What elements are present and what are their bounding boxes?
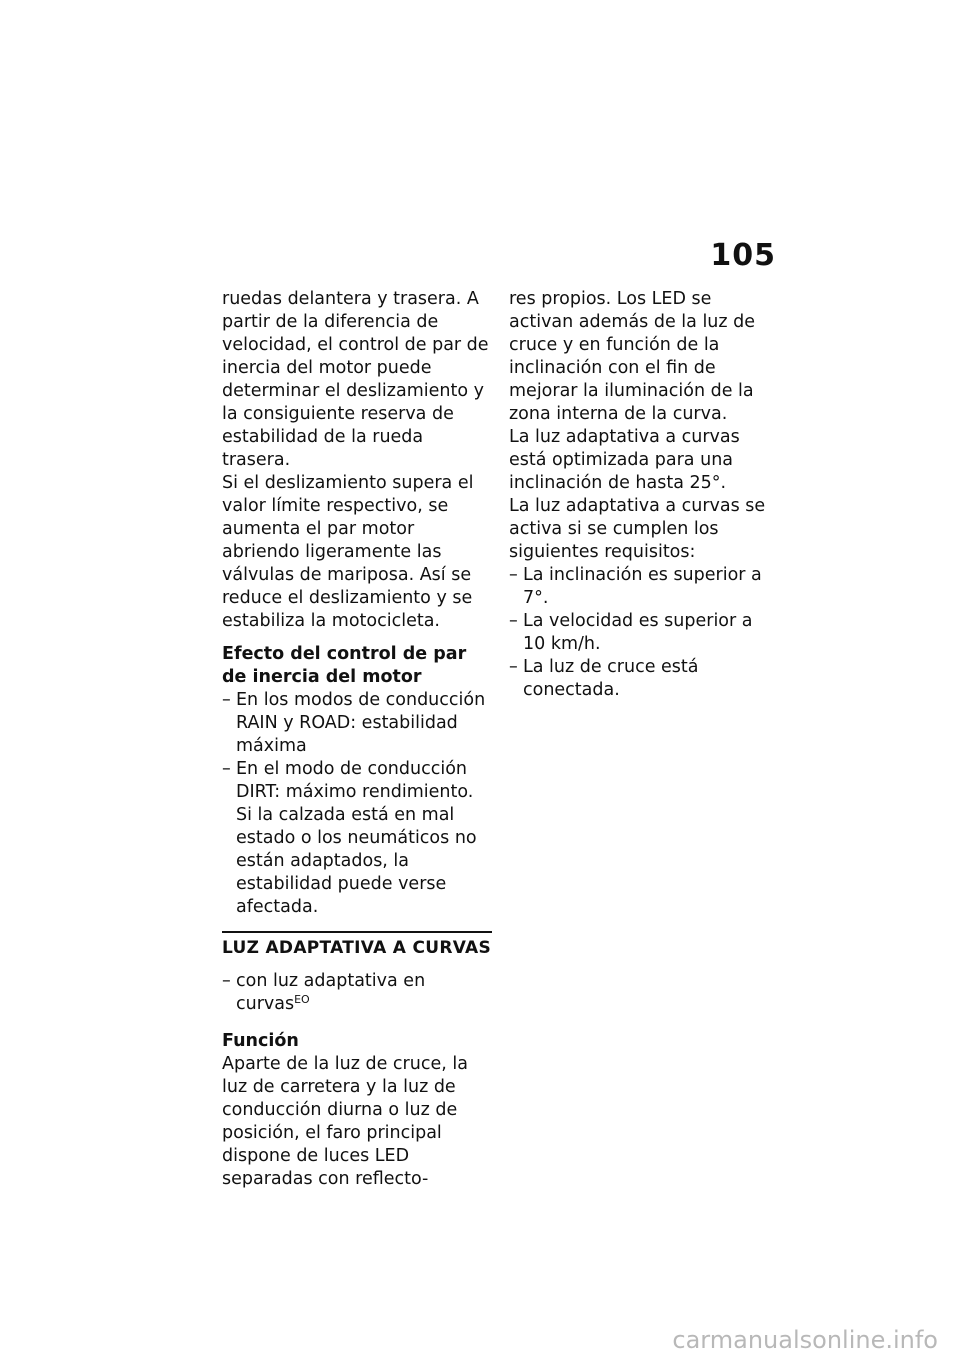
dash-bullet: – (509, 611, 518, 631)
list-item: – La inclinación es superior a 7°. (509, 565, 762, 608)
subheading: Efecto del control de par de inercia del motor (222, 644, 467, 687)
section-title: LUZ ADAPTATIVA A CURVAS (222, 931, 492, 960)
option-code: EO (294, 993, 310, 1006)
list-item: – En el modo de conducción DIRT: máximo rendimiento. Si la calzada está en mal estado o los neumáticos no están adaptados, la estabilidad puede verse afectada. (222, 759, 477, 917)
paragraph: res propios. Los LED se activan además de la luz de cruce y en función de la inclinación con el fin de mejorar la iluminación de la zona interna de la curva. (509, 289, 756, 424)
list-item: – con luz adaptativa en curvas$^{EO}$ (222, 971, 426, 1014)
paragraph: La luz adaptativa a curvas se activa si se cumplen los siguientes requisitos: (509, 496, 766, 562)
paragraph: Aparte de la luz de cruce, la luz de carretera y la luz de conducción diurna o luz de posición, el faro principal dispone de luces LED separadas con reflecto- (222, 1054, 468, 1189)
list-item: – En los modos de conducción RAIN y ROAD: estabilidad máxima (222, 690, 486, 756)
watermark: carmanualsonline.info (672, 1326, 938, 1354)
subheading: Función (222, 1031, 299, 1051)
dash-bullet: – (509, 657, 518, 677)
paragraph: La luz adaptativa a curvas está optimizada para una inclinación de hasta 25°. (509, 427, 740, 493)
list-item: – La velocidad es superior a 10 km/h. (509, 611, 753, 654)
page-number: 105 (710, 238, 776, 273)
dash-bullet: – (222, 690, 231, 710)
dash-bullet: – (509, 565, 518, 585)
right-column (509, 288, 779, 702)
left-column (222, 288, 492, 1191)
paragraph: ruedas delantera y trasera. A partir de la diferencia de velocidad, el control de par de inercia del motor puede determinar el deslizamiento y la consiguiente reserva de estabilidad de la rueda trasera. (222, 289, 489, 470)
dash-bullet: – (222, 759, 231, 779)
list-item: – La luz de cruce está conectada. (509, 657, 699, 700)
paragraph: Si el deslizamiento supera el valor límite respectivo, se aumenta el par motor abriendo ligeramente las válvulas de mariposa. Así se reduce el deslizamiento y se estabiliza la motocicleta. (222, 473, 474, 631)
dash-bullet: – (222, 971, 231, 991)
